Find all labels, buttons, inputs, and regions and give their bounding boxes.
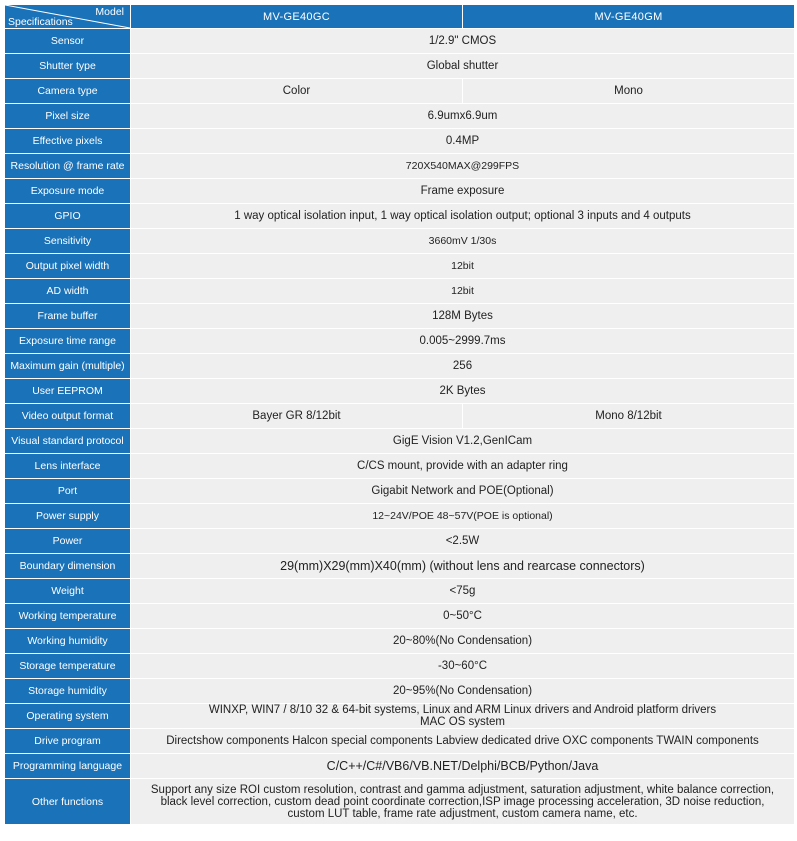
- label-power: Power: [5, 529, 130, 553]
- row-video-output-format: [5, 404, 794, 428]
- value-exposure-time-range: 0.005~2999.7ms: [131, 329, 794, 353]
- row-sensor: [5, 29, 794, 53]
- row-pixel-size: [5, 104, 794, 128]
- value-working-humidity: 20~80%(No Condensation): [131, 629, 794, 653]
- row-weight: [5, 579, 794, 603]
- row-drive-program: [5, 729, 794, 753]
- row-camera-type: [5, 79, 794, 103]
- value-camera-type-mono: Mono: [463, 79, 794, 103]
- label-output-pixel-width: Output pixel width: [5, 254, 130, 278]
- value-gpio: 1 way optical isolation input, 1 way optical isolation output; optional 3 inputs and 4 outputs: [131, 204, 794, 228]
- value-weight: <75g: [131, 579, 794, 603]
- spec-table: [4, 4, 795, 825]
- value-storage-temperature: -30~60°C: [131, 654, 794, 678]
- row-other-functions: [5, 779, 794, 824]
- value-programming-language: C/C++/C#/VB6/VB.NET/Delphi/BCB/Python/Java: [131, 754, 794, 778]
- row-lens-interface: [5, 454, 794, 478]
- model-color-header: MV-GE40GC: [131, 5, 462, 28]
- label-lens-interface: Lens interface: [5, 454, 130, 478]
- row-exposure-time-range: [5, 329, 794, 353]
- row-operating-system: [5, 704, 794, 728]
- corner-model-label: Model: [95, 6, 124, 18]
- label-weight: Weight: [5, 579, 130, 603]
- value-power-supply: 12~24V/POE 48~57V(POE is optional): [131, 504, 794, 528]
- label-drive-program: Drive program: [5, 729, 130, 753]
- label-frame-buffer: Frame buffer: [5, 304, 130, 328]
- label-storage-temperature: Storage temperature: [5, 654, 130, 678]
- row-storage-temperature: [5, 654, 794, 678]
- label-resolution: Resolution @ frame rate: [5, 154, 130, 178]
- label-gpio: GPIO: [5, 204, 130, 228]
- label-sensitivity: Sensitivity: [5, 229, 130, 253]
- label-power-supply: Power supply: [5, 504, 130, 528]
- value-drive-program: Directshow components Halcon special components Labview dedicated drive OXC components TWAIN components: [131, 729, 794, 753]
- label-shutter-type: Shutter type: [5, 54, 130, 78]
- label-port: Port: [5, 479, 130, 503]
- row-gpio: [5, 204, 794, 228]
- row-sensitivity: [5, 229, 794, 253]
- label-working-humidity: Working humidity: [5, 629, 130, 653]
- label-working-temperature: Working temperature: [5, 604, 130, 628]
- label-programming-language: Programming language: [5, 754, 130, 778]
- value-shutter-type: Global shutter: [131, 54, 794, 78]
- label-ad-width: AD width: [5, 279, 130, 303]
- operating-system-line-1: WINXP, WIN7 / 8/10 32 & 64-bit systems, Linux and ARM Linux drivers and Android platform drivers: [208, 704, 717, 716]
- label-storage-humidity: Storage humidity: [5, 679, 130, 703]
- header-corner-cell: [5, 5, 130, 28]
- row-frame-buffer: [5, 304, 794, 328]
- row-storage-humidity: [5, 679, 794, 703]
- header-row: [5, 5, 794, 28]
- row-boundary-dimension: [5, 554, 794, 578]
- value-working-temperature: 0~50°C: [131, 604, 794, 628]
- value-video-output-format-color: Bayer GR 8/12bit: [131, 404, 462, 428]
- value-pixel-size: 6.9umx6.9um: [131, 104, 794, 128]
- value-video-output-format-mono: Mono 8/12bit: [463, 404, 794, 428]
- value-other-functions: [131, 779, 794, 824]
- value-resolution: 720X540MAX@299FPS: [131, 154, 794, 178]
- label-user-eeprom: User EEPROM: [5, 379, 130, 403]
- label-camera-type: Camera type: [5, 79, 130, 103]
- row-shutter-type: [5, 54, 794, 78]
- corner-spec-label: Specifications: [8, 16, 73, 28]
- operating-system-line-2: MAC OS system: [420, 716, 505, 728]
- value-operating-system: [131, 704, 794, 728]
- value-user-eeprom: 2K Bytes: [131, 379, 794, 403]
- model-mono-header: MV-GE40GM: [463, 5, 794, 28]
- other-functions-line-2: black level correction, custom dead point coordinate correction,ISP image processing acceleration, 3D noise reduction,: [160, 795, 765, 808]
- value-lens-interface: C/CS mount, provide with an adapter ring: [131, 454, 794, 478]
- label-exposure-mode: Exposure mode: [5, 179, 130, 203]
- label-operating-system: Operating system: [5, 704, 130, 728]
- label-effective-pixels: Effective pixels: [5, 129, 130, 153]
- label-sensor: Sensor: [5, 29, 130, 53]
- value-ad-width: 12bit: [131, 279, 794, 303]
- other-functions-line-3: custom LUT table, frame rate adjustment, custom camera name, etc.: [287, 807, 638, 820]
- value-power: <2.5W: [131, 529, 794, 553]
- value-visual-standard-protocol: GigE Vision V1.2,GenICam: [131, 429, 794, 453]
- value-sensitivity: 3660mV 1/30s: [131, 229, 794, 253]
- value-sensor: 1/2.9" CMOS: [131, 29, 794, 53]
- value-storage-humidity: 20~95%(No Condensation): [131, 679, 794, 703]
- row-power: [5, 529, 794, 553]
- label-exposure-time-range: Exposure time range: [5, 329, 130, 353]
- row-working-temperature: [5, 604, 794, 628]
- row-working-humidity: [5, 629, 794, 653]
- row-resolution: [5, 154, 794, 178]
- label-pixel-size: Pixel size: [5, 104, 130, 128]
- row-effective-pixels: [5, 129, 794, 153]
- row-user-eeprom: [5, 379, 794, 403]
- label-visual-standard-protocol: Visual standard protocol: [5, 429, 130, 453]
- value-effective-pixels: 0.4MP: [131, 129, 794, 153]
- label-other-functions: Other functions: [5, 779, 130, 824]
- value-camera-type-color: Color: [131, 79, 462, 103]
- value-boundary-dimension: 29(mm)X29(mm)X40(mm) (without lens and rearcase connectors): [131, 554, 794, 578]
- row-output-pixel-width: [5, 254, 794, 278]
- row-power-supply: [5, 504, 794, 528]
- value-port: Gigabit Network and POE(Optional): [131, 479, 794, 503]
- label-boundary-dimension: Boundary dimension: [5, 554, 130, 578]
- value-output-pixel-width: 12bit: [131, 254, 794, 278]
- row-programming-language: [5, 754, 794, 778]
- row-exposure-mode: [5, 179, 794, 203]
- label-video-output-format: Video output format: [5, 404, 130, 428]
- row-ad-width: [5, 279, 794, 303]
- row-port: [5, 479, 794, 503]
- row-visual-standard-protocol: [5, 429, 794, 453]
- value-maximum-gain: 256: [131, 354, 794, 378]
- label-maximum-gain: Maximum gain (multiple): [5, 354, 130, 378]
- row-maximum-gain: [5, 354, 794, 378]
- other-functions-line-1: Support any size ROI custom resolution, contrast and gamma adjustment, saturation adjustment, white balance correction,: [150, 783, 775, 796]
- value-exposure-mode: Frame exposure: [131, 179, 794, 203]
- value-frame-buffer: 128M Bytes: [131, 304, 794, 328]
